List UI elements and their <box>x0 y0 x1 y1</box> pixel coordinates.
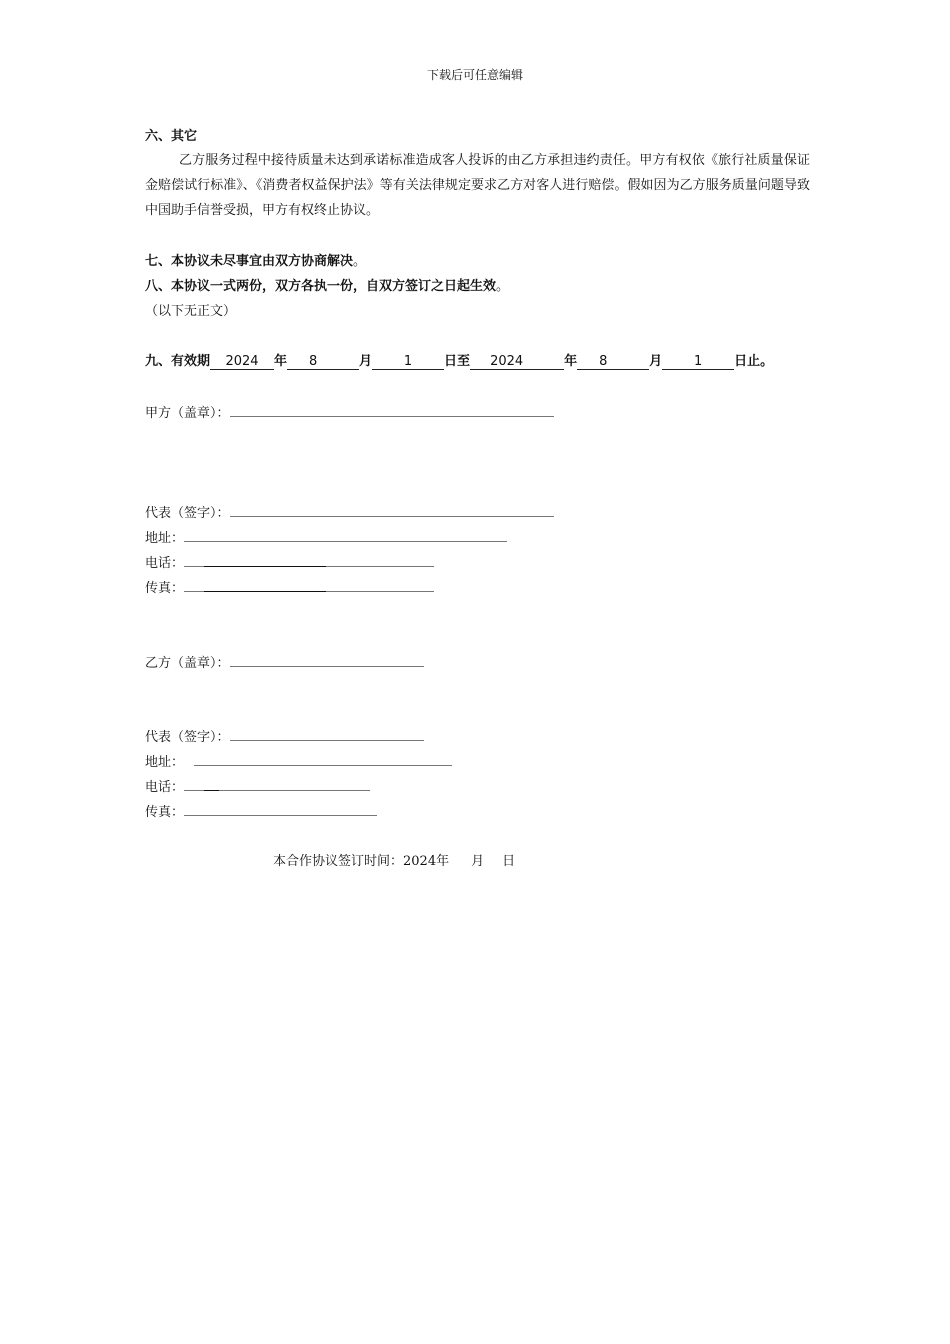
party-b-rep-field[interactable] <box>230 726 424 741</box>
party-a-address-field[interactable] <box>184 527 507 542</box>
party-a-fax-row <box>145 577 434 598</box>
party-b-phone-field-start[interactable] <box>184 776 204 791</box>
party-b-phone-label: 电话： <box>145 780 185 795</box>
party-a-rep-row <box>145 502 554 523</box>
party-a-rep-label: 代表（签字）： <box>145 506 230 521</box>
party-a-address-row <box>145 527 507 548</box>
party-a-phone-field-end[interactable] <box>326 552 434 567</box>
party-b-seal-row <box>145 652 424 673</box>
day-end-text: 日止。 <box>734 354 774 369</box>
end-month-value: 8 <box>599 354 608 369</box>
party-a-fax-label: 传真： <box>145 581 185 596</box>
party-b-rep-label: 代表（签字）： <box>145 730 230 745</box>
end-year-unit: 年 <box>564 354 578 369</box>
end-month-unit: 月 <box>649 354 663 369</box>
party-b-address-row <box>145 751 452 772</box>
end-month-field[interactable] <box>577 354 649 370</box>
party-b-rep-row <box>145 726 424 747</box>
start-year-field[interactable]: 2024 <box>210 354 274 370</box>
end-year-field[interactable] <box>470 354 564 370</box>
section8-period: 。 <box>496 279 510 294</box>
party-a-fax-field-end[interactable] <box>326 577 434 592</box>
section6-heading: 六、其它 <box>145 129 198 144</box>
start-month-value: 8 <box>309 354 318 369</box>
party-a-address-label: 地址： <box>145 531 185 546</box>
validity-line <box>145 353 773 371</box>
section7-line <box>145 253 366 271</box>
start-month-unit: 月 <box>359 354 373 369</box>
section6-body: 乙方服务过程中接待质量未达到承诺标准造成客人投诉的由乙方承担违约责任。甲方有权依《旅行社质量保证金赔偿试行标准》、《消费者权益保护法》等有关法律规定要求乙方对客人进行赔偿。假如因为乙方服务质量问题导致中国助手信誉受损，甲方有权终止协议。 <box>145 153 810 218</box>
download-note: 下载后可任意编辑 <box>426 68 523 82</box>
end-day-field[interactable]: 1 <box>662 354 734 370</box>
section8-line <box>145 278 509 296</box>
party-a-phone-field-start[interactable] <box>184 552 204 567</box>
party-b-phone-field-mid[interactable] <box>204 776 219 791</box>
party-b-phone-row <box>145 776 370 797</box>
party-b-phone-field-end[interactable] <box>219 776 370 791</box>
end-year-value: 2024 <box>490 354 524 369</box>
section8-heading: 八、本协议一式两份，双方各执一份，自双方签订之日起生效 <box>145 279 497 294</box>
party-a-seal-label: 甲方（盖章）： <box>145 406 230 421</box>
validity-label: 九、有效期 <box>145 354 211 369</box>
signing-time-label: 本合作协议签订时间：2024年 <box>273 854 450 869</box>
start-year-unit: 年 <box>274 354 288 369</box>
party-b-fax-row <box>145 801 377 822</box>
party-a-seal-row <box>145 402 554 423</box>
no-more-text-note: （以下无正文） <box>145 304 237 319</box>
party-a-fax-field-start[interactable] <box>184 577 204 592</box>
signing-time-line <box>273 850 515 869</box>
party-a-rep-field[interactable] <box>230 502 554 517</box>
party-b-fax-label: 传真： <box>145 805 185 820</box>
party-a-phone-row <box>145 552 434 573</box>
party-b-fax-field[interactable] <box>184 801 377 816</box>
party-b-address-label: 地址： <box>145 755 185 770</box>
day-to-text: 日至 <box>444 354 471 369</box>
party-b-seal-label: 乙方（盖章）： <box>145 656 230 671</box>
start-month-field[interactable] <box>287 354 359 370</box>
signing-month-unit: 月 <box>471 854 485 869</box>
start-day-field[interactable]: 1 <box>372 354 444 370</box>
section7-heading: 七、本协议未尽事宜由双方协商解决 <box>145 254 354 269</box>
party-a-fax-field-mid[interactable] <box>204 577 326 592</box>
party-a-phone-field-mid[interactable] <box>204 552 326 567</box>
party-b-address-field[interactable] <box>194 751 452 766</box>
section7-period: 。 <box>353 254 367 269</box>
party-a-seal-field[interactable] <box>230 402 554 417</box>
party-b-seal-field[interactable] <box>230 652 424 667</box>
signing-day-unit: 日 <box>502 854 516 869</box>
party-a-phone-label: 电话： <box>145 556 185 571</box>
